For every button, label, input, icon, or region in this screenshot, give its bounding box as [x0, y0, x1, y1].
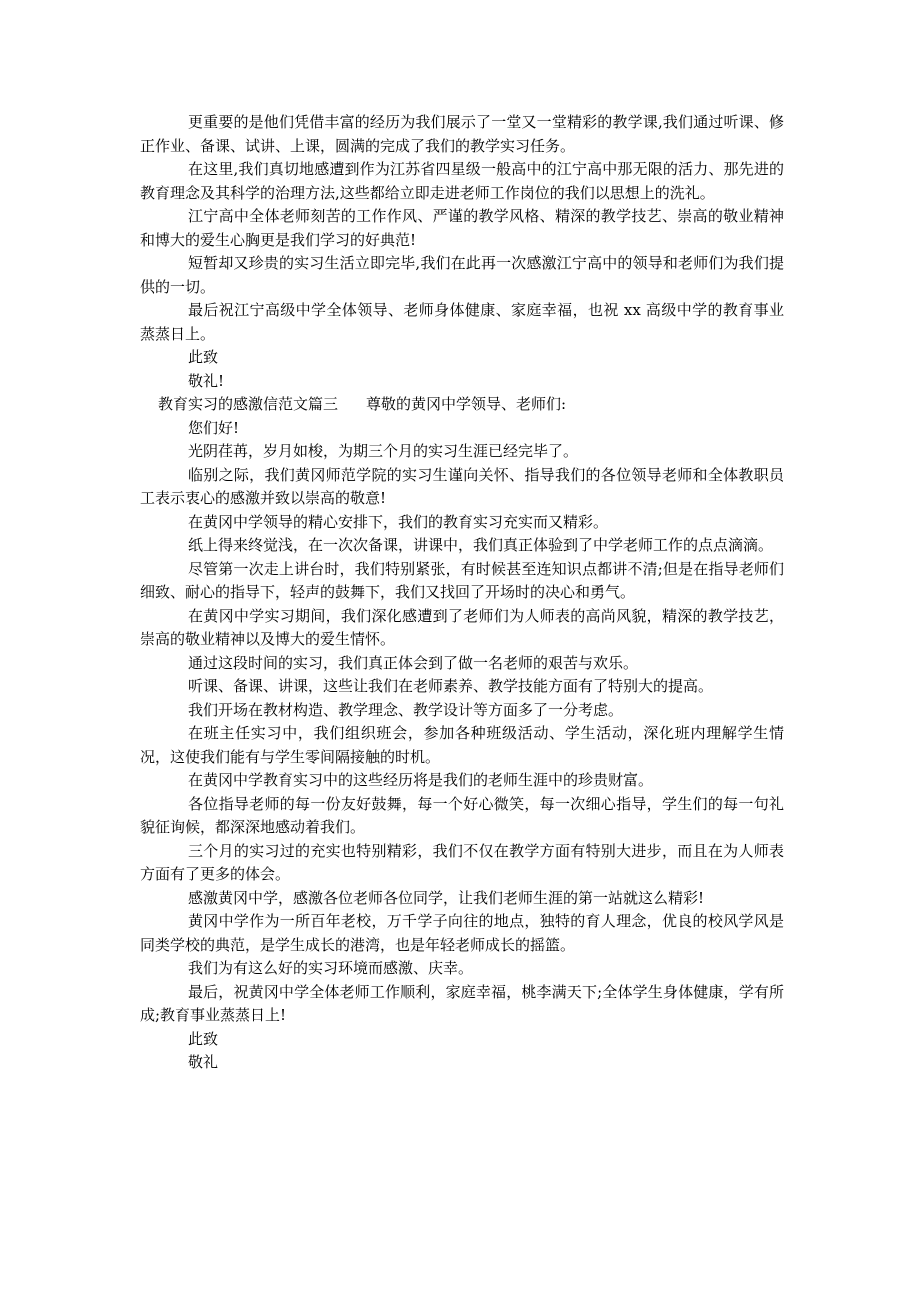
paragraph: 短暂却又珍贵的实习生活立即完毕,我们在此再一次感激江宁高中的领导和老师们为我们提供的一切。 [140, 254, 784, 296]
closing-salutation: 此致 [188, 348, 219, 366]
section-title: 教育实习的感激信范文篇三 [158, 395, 339, 413]
paragraph: 黄冈中学作为一所百年老校，万千学子向往的地点，独特的育人理念，优良的校风学风是同类学校的典范，是学生成长的港湾，也是年轻老师成长的摇篮。 [140, 912, 784, 954]
paragraph: 通过这段时间的实习，我们真正体会到了做一名老师的艰苦与欢乐。 [188, 653, 639, 672]
paragraph: 临别之际，我们黄冈师范学院的实习生谨向关怀、指导我们的各位领导老师和全体教职员工表示衷心的感激并致以崇高的敬意! [140, 465, 784, 507]
paragraph: 在班主任实习中，我们组织班会，参加各种班级活动、学生活动，深化班内理解学生情况，这使我们能有与学生零间隔接触的时机。 [140, 724, 784, 766]
paragraph: 江宁高中全体老师刻苦的工作作风、严谨的教学风格、精深的教学技艺、崇高的敬业精神和博大的爱生心胸更是我们学习的好典范! [140, 207, 784, 249]
paragraph: 最后祝江宁高级中学全体领导、老师身体健康、家庭幸福，也祝 xx 高级中学的教育事业蒸蒸日上。 [140, 301, 784, 343]
document-page [140, 111, 784, 1075]
paragraph: 我们为有这么好的实习环境而感激、庆幸。 [188, 959, 474, 977]
paragraph: 纸上得来终觉浅，在一次次备课，讲课中，我们真正体验到了中学老师工作的点点滴滴。 [188, 536, 774, 554]
paragraph: 在黄冈中学教育实习中的这些经历将是我们的老师生涯中的珍贵财富。 [188, 771, 654, 789]
section-heading-line [140, 393, 784, 417]
paragraph: 三个月的实习过的充实也特别精彩，我们不仅在教学方面有特别大进步，而且在为人师表方面有了更多的体会。 [140, 841, 784, 883]
paragraph: 您们好! [188, 418, 240, 437]
closing-regards: 敬礼! [188, 371, 225, 390]
paragraph: 在这里,我们真切地感遭到作为江苏省四星级一般高中的江宁高中那无限的活力、那先进的教育理念及其科学的治理方法,这些都给立即走进老师工作岗位的我们以思想上的洗礼。 [140, 160, 784, 202]
paragraph: 各位指导老师的每一份友好鼓舞，每一个好心微笑，每一次细心指导，学生们的每一句礼貌征询候，都深深地感动着我们。 [140, 794, 784, 836]
paragraph: 更重要的是他们凭借丰富的经历为我们展示了一堂又一堂精彩的教学课,我们通过听课、修正作业、备课、试讲、上课，圆满的完成了我们的教学实习任务。 [140, 113, 784, 155]
paragraph: 在黄冈中学领导的精心安排下，我们的教育实习充实而又精彩。 [188, 512, 609, 531]
closing-regards: 敬礼 [188, 1053, 219, 1071]
paragraph: 在黄冈中学实习期间，我们深化感遭到了老师们为人师表的高尚风貌，精深的教学技艺，崇高的敬业精神以及博大的爱生情怀。 [140, 606, 784, 648]
paragraph: 最后，祝黄冈中学全体老师工作顺利，家庭幸福，桃李满天下;全体学生身体健康，学有所成;教育事业蒸蒸日上! [140, 982, 784, 1024]
paragraph: 光阴荏苒，岁月如梭，为期三个月的实习生涯已经完毕了。 [188, 442, 579, 460]
paragraph: 听课、备课、讲课，这些让我们在老师素养、教学技能方面有了特别大的提高。 [188, 677, 714, 695]
paragraph: 我们开场在教材构造、教学理念、教学设计等方面多了一分考虑。 [188, 700, 624, 719]
closing-salutation: 此致 [188, 1029, 219, 1048]
paragraph: 尽管第一次走上讲台时，我们特别紧张，有时候甚至连知识点都讲不清;但是在指导老师们细致、耐心的指导下，轻声的鼓舞下，我们又找回了开场时的决心和勇气。 [140, 559, 784, 601]
letter-greeting: 尊敬的黄冈中学领导、老师们: [366, 395, 567, 413]
paragraph: 感激黄冈中学，感激各位老师各位同学，让我们老师生涯的第一站就这么精彩! [188, 888, 705, 907]
